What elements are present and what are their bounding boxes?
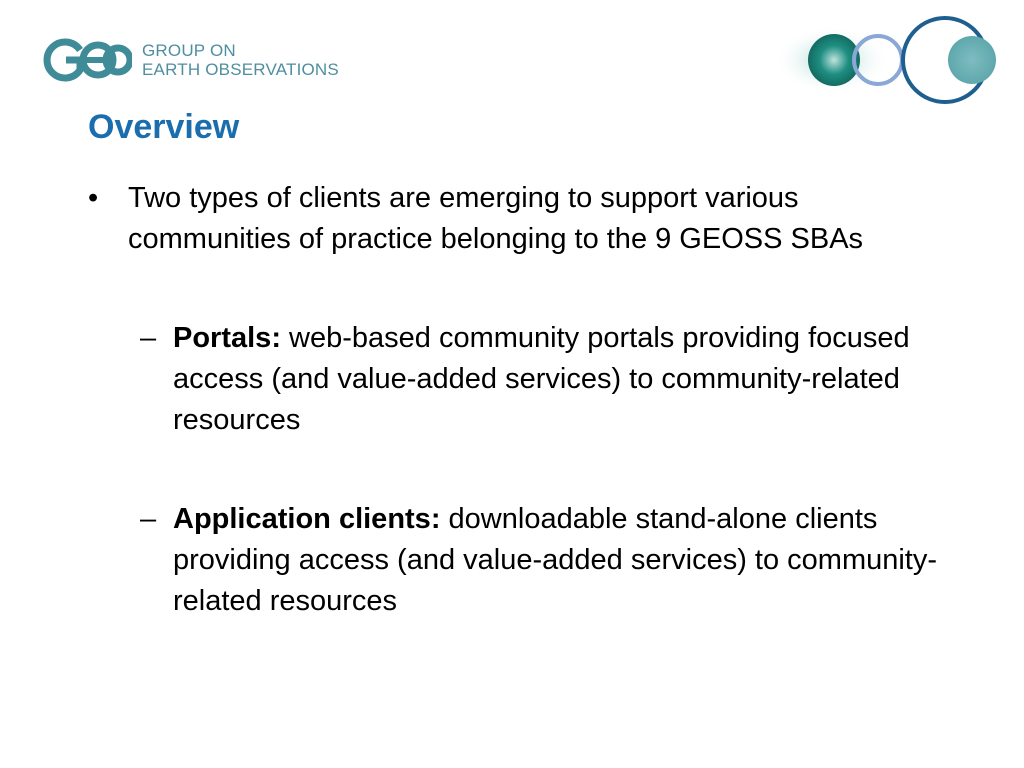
bullet-main xyxy=(88,178,968,260)
sub-bullet-text: web-based community portals providing focused access (and value-added services) to community-related resources xyxy=(173,322,910,436)
sub-bullet-portals xyxy=(88,318,968,441)
sub-bullet-term: Application clients: xyxy=(173,503,441,535)
geo-logo xyxy=(40,38,339,82)
sub-bullet-term: Portals: xyxy=(173,322,281,354)
geo-logo-mark xyxy=(40,38,132,82)
bullet-main-text: Two types of clients are emerging to support various communities of practice belonging to the 9 GEOSS SBAs xyxy=(128,182,864,255)
sub-bullet-marker: – xyxy=(140,322,157,354)
sub-bullet-application-clients xyxy=(88,499,968,622)
logo-line-2: EARTH OBSERVATIONS xyxy=(142,60,339,79)
logo-line-1: GROUP ON xyxy=(142,41,236,60)
solid-teal-circle xyxy=(948,36,996,84)
sub-bullet-marker: – xyxy=(140,503,157,535)
decorative-circles xyxy=(770,10,1010,110)
logo-text xyxy=(142,41,339,79)
slide-content xyxy=(88,178,968,622)
bullet-marker: • xyxy=(88,182,99,214)
slide-title: Overview xyxy=(88,108,240,146)
sub-bullet-text: downloadable stand-alone clients providing access (and value-added services) to community-related resources xyxy=(173,503,938,617)
